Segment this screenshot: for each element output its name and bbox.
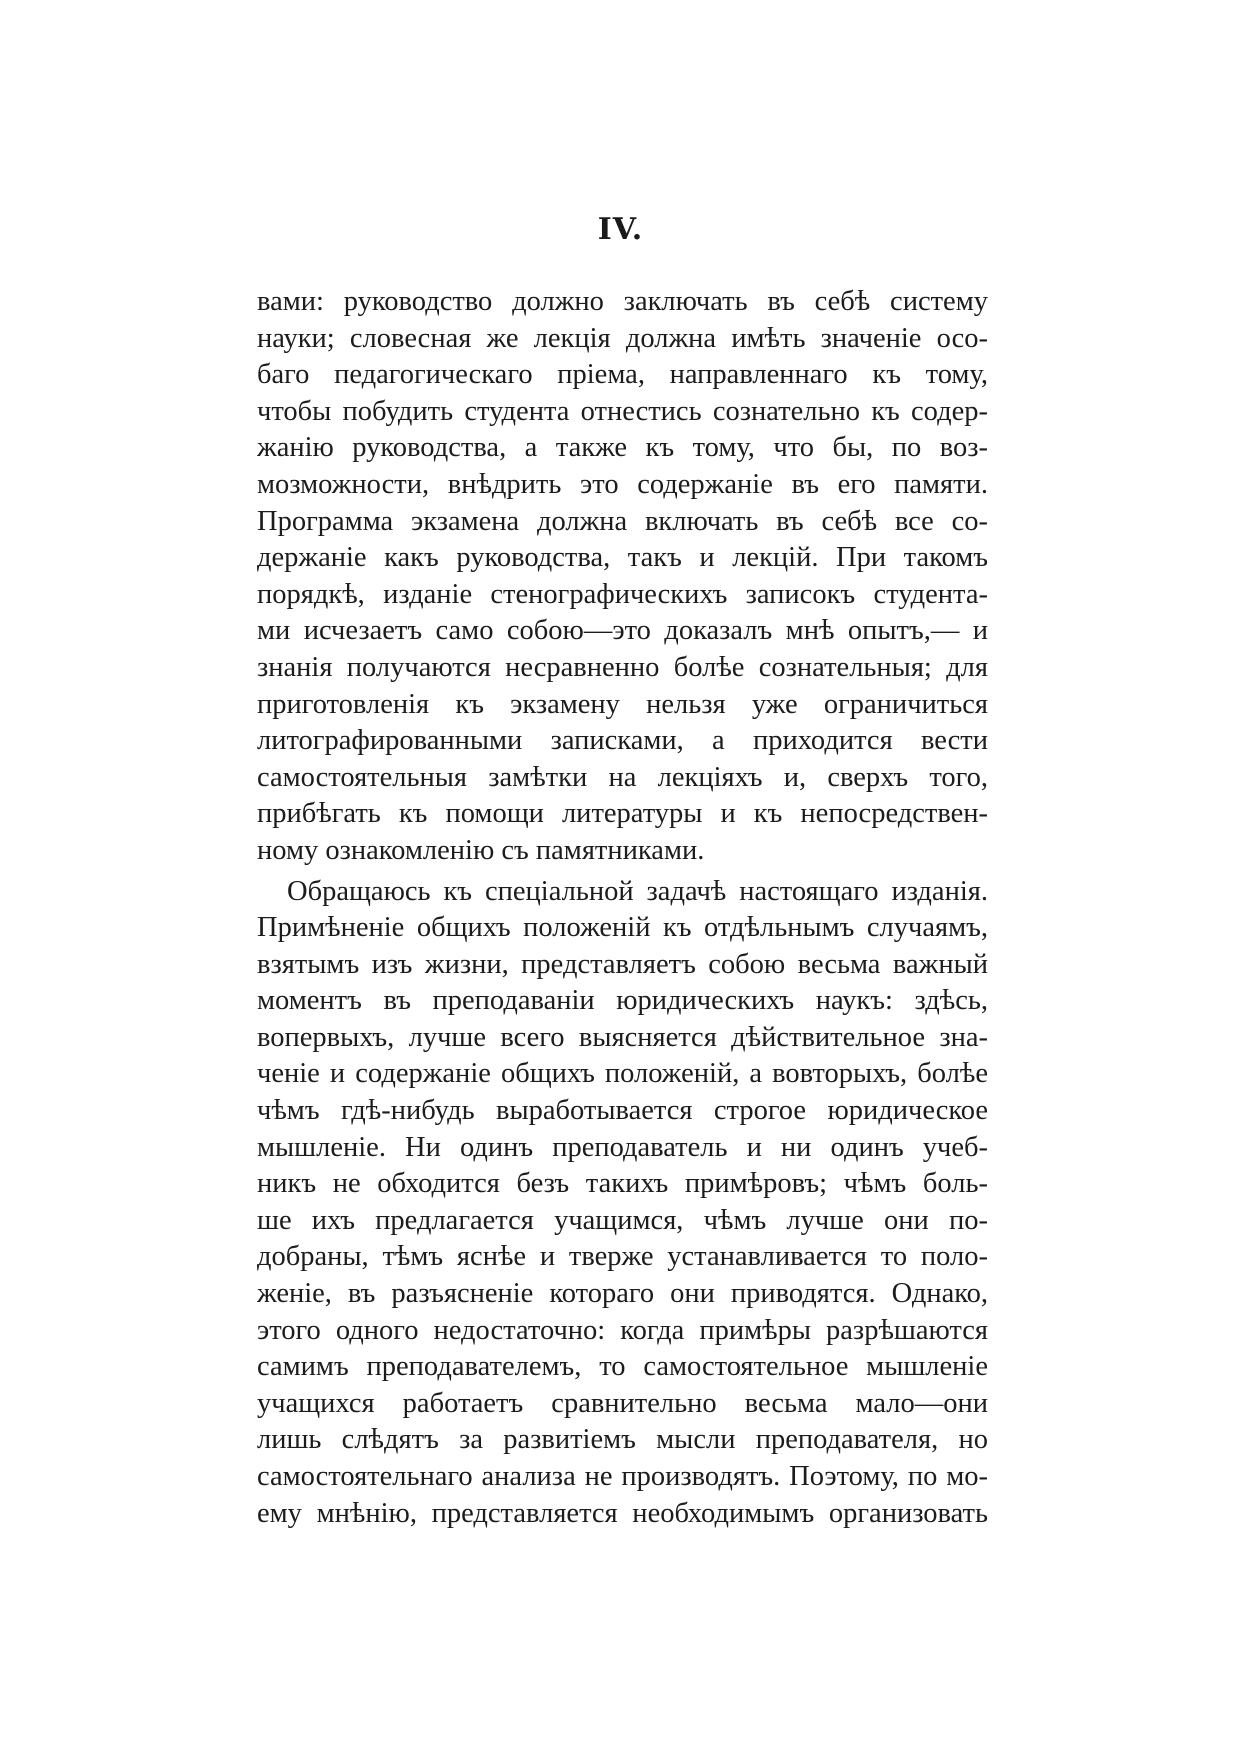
text-line: чтобы побудить студента отнестись сознательно къ содер- (257, 395, 988, 427)
text-line: жанію руководства, а также къ тому, что бы, по воз- (257, 432, 988, 464)
text-line: баго педагогическаго пріема, направленнаго къ тому, (257, 359, 988, 391)
text-line: женіе, въ разъясненіе котораго они приводятся. Однако, (257, 1278, 988, 1310)
text-line: держаніе какъ руководства, такъ и лекцій. При такомъ (257, 542, 988, 574)
text-line: знанія получаются несравненно болѣе сознательныя; для (257, 651, 988, 683)
text-line: этого одного недостаточно: когда примѣры разрѣшаются (257, 1314, 988, 1346)
text-line: ному ознакомленію съ памятниками. (257, 834, 705, 866)
text-line: мышленіе. Ни одинъ преподаватель и ни одинъ учеб- (257, 1131, 988, 1163)
text-line: ше ихъ предлагается учащимся, чѣмъ лучше они по- (257, 1204, 988, 1236)
text-line: ему мнѣнію, представляется необходимымъ организовать (257, 1497, 988, 1529)
text-line: мозможности, внѣдрить это содержаніе въ его памяти. (257, 468, 988, 500)
body-text (257, 284, 988, 1532)
text-line: лишь слѣдятъ за развитіемъ мысли преподавателя, но (257, 1424, 988, 1456)
text-line: Программа экзамена должна включать въ себѣ все со- (257, 505, 988, 537)
text-line: добраны, тѣмъ яснѣе и тверже устанавливается то поло- (257, 1241, 988, 1273)
text-line: вами: руководство должно заключать въ себѣ систему (257, 286, 988, 317)
text-line: никъ не обходится безъ такихъ примѣровъ; чѣмъ боль- (257, 1168, 988, 1200)
text-line: приготовленія къ экзамену нельзя уже ограничиться (257, 688, 988, 720)
text-line: самостоятельнаго анализа не производятъ. Поэтому, по мо- (257, 1461, 988, 1492)
text-line: чѣмъ гдѣ-нибудь выработывается строгое юридическое (257, 1095, 988, 1127)
text-line: взятымъ изъ жизни, представляетъ собою весьма важный (257, 948, 988, 980)
text-line: литографированными записками, а приходится вести (257, 725, 988, 757)
text-line: самимъ преподавателемъ, то самостоятельное мышленіе (257, 1351, 988, 1383)
page-number: IV. (597, 212, 644, 247)
text-line: порядкѣ, изданіе стенографическихъ записокъ студента- (257, 578, 988, 610)
paragraph (257, 874, 988, 1533)
paragraph (257, 284, 988, 870)
text-line: прибѣгать къ помощи литературы и къ непосредствен- (257, 798, 988, 830)
text-line: моментъ въ преподаваніи юридическихъ наукъ: здѣсь, (257, 985, 988, 1017)
text-line: вопервыхъ, лучше всего выясняется дѣйствительное зна- (257, 1021, 988, 1053)
text-line: самостоятельныя замѣтки на лекціяхъ и, сверхъ того, (257, 761, 988, 793)
text-line: ченіе и содержаніе общихъ положеній, а вовторыхъ, болѣе (257, 1058, 988, 1090)
text-line: ми исчезаетъ само собою—это доказалъ мнѣ опытъ,— и (257, 615, 988, 647)
text-line: науки; словесная же лекція должна имѣть значеніе осо- (257, 322, 988, 354)
text-line: Обращаюсь къ спеціальной задачѣ настоящаго изданія. (287, 875, 988, 907)
text-line: учащихся работаетъ сравнительно весьма мало—они (257, 1387, 988, 1419)
text-line: Примѣненіе общихъ положеній къ отдѣльнымъ случаямъ, (257, 912, 988, 944)
